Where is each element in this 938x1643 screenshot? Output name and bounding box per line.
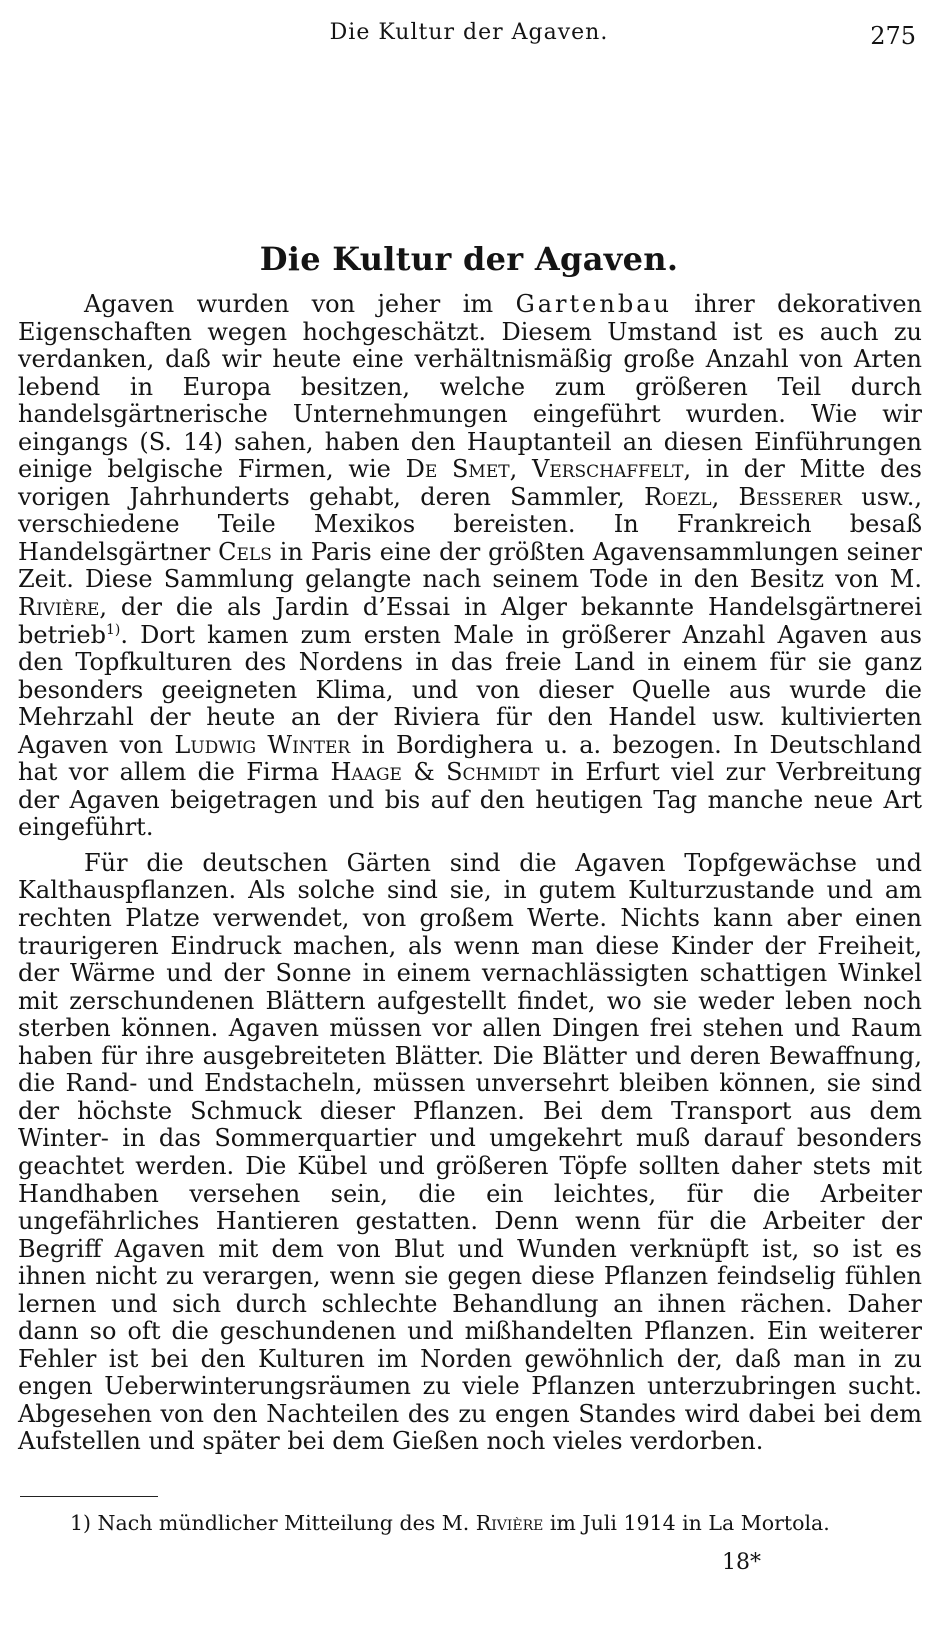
text-run: , bbox=[509, 455, 532, 484]
text-run: , in der Mitte des vorigen Jahrhunderts gehabt, deren Sammler, bbox=[18, 455, 922, 511]
proper-name: Verschaffelt bbox=[531, 455, 684, 484]
text-run: , bbox=[711, 482, 739, 511]
proper-name: Haage & Schmidt bbox=[330, 758, 540, 787]
text-run: Für die deutschen Gärten sind die Agaven Topfgewächse und Kalthauspflanzen. Als solche sind sie, in gutem Kulturzustande und am rechten Platze verwendet, von großem Werte. Nichts kann aber einen traurigeren Eindruck machen, als wenn man diese Kinder der Freiheit, der Wärme und der Sonne in einem vernachlässigten schattigen Winkel mit zerschundenen Blättern aufgestellt findet, wo sie weder leben noch sterben können. Agaven müssen vor allen Dingen frei stehen und Raum haben für ihre ausgebreiteten Blätter. Die Blätter und deren Bewaffnung, die Rand- und Endstacheln, müssen unversehrt bleiben können, sie sind der höchste Schmuck dieser Pflanzen. Bei dem Transport aus dem Winter- in das Sommerquartier und umgekehrt muß darauf besonders geachtet werden. Die Kübel und größeren Töpfe sollten daher stets mit Handhaben versehen sein, die ein leichtes, für die Arbeiter ungefährliches Hantieren gestatten. Denn wenn für die Arbeiter der Begriff Agaven mit dem von Blut und Wunden verknüpft ist, so ist es ihnen nicht zu verargen, wenn sie gegen diese Pflanzen feindselig fühlen lernen und sich durch schlechte Behandlung an ihnen rächen. Daher dann so oft die geschundenen und mißhandelten Pflanzen. Ein weiterer Fehler ist bei den Kulturen im Norden gewöhnlich der, daß man in zu engen Ueberwinterungsräumen zu viele Pflanzen unterzubringen sucht. Abgesehen von den Nachteilen des zu engen Standes wird dabei bei dem Aufstellen und später bei dem Gießen noch vieles verdorben. bbox=[18, 848, 922, 1456]
text-run: , der die als Jardin d’Essai in Alger bekannte Handelsgärtnerei betrieb bbox=[18, 593, 922, 649]
text-run: 1) Nach mündlicher Mitteilung des M. bbox=[70, 1511, 476, 1535]
paragraph-2 bbox=[18, 850, 922, 1456]
proper-name: Besserer bbox=[738, 482, 842, 511]
text-run: usw., verschiedene Teile Mexikos bereisten. In Frankreich besaß Handelsgärtner bbox=[18, 482, 922, 566]
text-run: in Paris eine der größten Agavensammlungen seiner Zeit. Diese Sammlung gelangte nach seinem Tode in den Besitz von M. bbox=[18, 537, 922, 594]
signature-mark: 18* bbox=[722, 1550, 761, 1575]
proper-name: Cels bbox=[218, 537, 272, 566]
proper-name: Roezl bbox=[644, 482, 712, 511]
text-run: . Dort kamen zum ersten Male in größerer Anzahl Agaven aus den Topfkulturen des Nordens in das freie Land in einem für sie ganz besonders geeigneten Klima, und von dieser Quelle aus wurde die Mehrzahl der heute an der Riviera für den Handel usw. kultivierten Agaven von bbox=[18, 620, 922, 759]
text-run: ihrer dekorativen Eigenschaften wegen hochgeschätzt. Diesem Umstand ist es auch zu verdanken, daß wir heute eine verhältnismäßig große Anzahl von Arten lebend in Europa besitzen, welche zum größeren Teil durch handelsgärtnerische Unternehmungen eingeführt wurden. Wie wir eingangs (S. 14) sahen, haben den Hauptanteil an diesen Einführungen einige belgische Firmen, wie bbox=[18, 290, 922, 484]
footnote bbox=[70, 1510, 916, 1536]
text-run: in Bordighera u. a. bezogen. In Deutschland hat vor allem die Firma bbox=[18, 730, 923, 787]
chapter-title: Die Kultur der Agaven. bbox=[259, 240, 679, 278]
text-run: in Erfurt viel zur Verbreitung der Agaven beigetragen und bis auf den heutigen Tag manche neue Art eingeführt. bbox=[18, 758, 923, 842]
page-number: 275 bbox=[870, 22, 916, 50]
proper-name: De Smet bbox=[405, 455, 510, 484]
paragraph-1 bbox=[18, 291, 922, 842]
footnote-rule bbox=[20, 1496, 158, 1497]
text-run: im Juli 1914 in La Mortola. bbox=[543, 1511, 830, 1535]
running-head bbox=[22, 20, 916, 50]
emphasized-word: Gartenbau bbox=[515, 290, 672, 318]
footnote-reference: 1) bbox=[105, 621, 121, 638]
running-title: Die Kultur der Agaven. bbox=[329, 20, 609, 45]
proper-name: Rivière bbox=[475, 1511, 544, 1535]
proper-name: Rivière bbox=[18, 593, 100, 622]
proper-name: Ludwig Winter bbox=[174, 730, 351, 759]
text-run: Agaven wurden von jeher im bbox=[84, 290, 516, 318]
body-text bbox=[18, 291, 922, 1456]
